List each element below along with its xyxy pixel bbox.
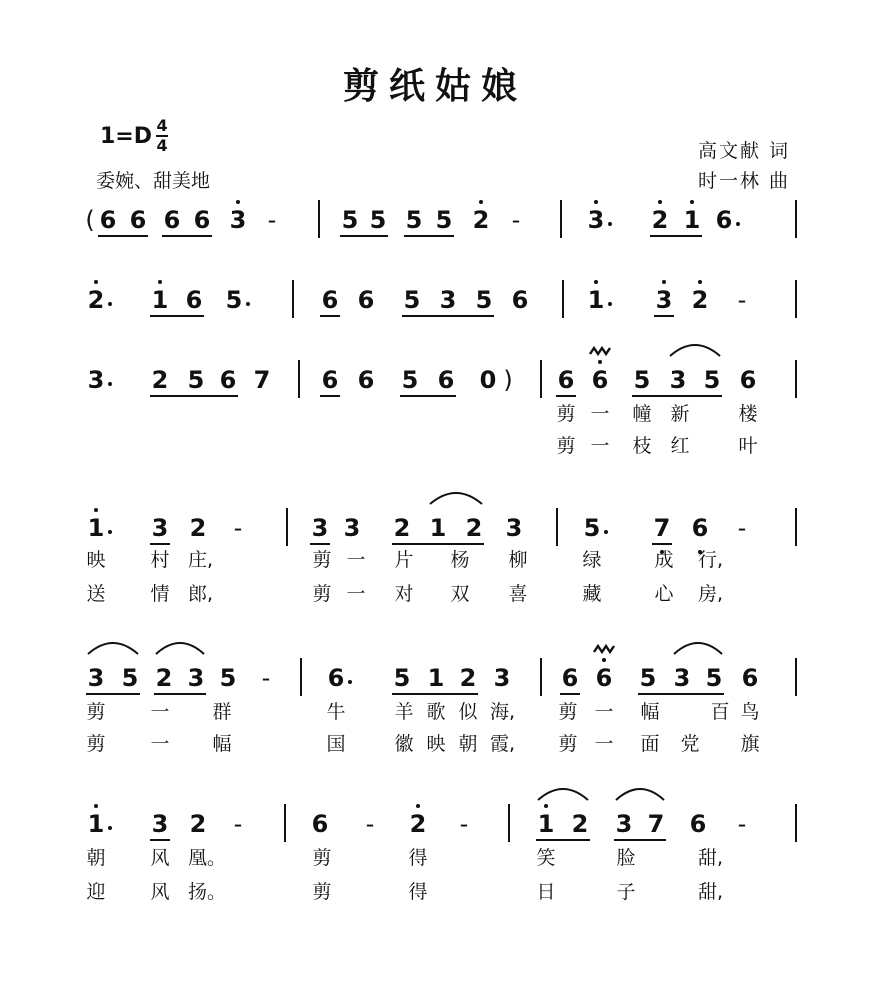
augmentation-dot xyxy=(108,530,112,534)
lyric-char: 旗 xyxy=(740,733,760,755)
high-octave-dot xyxy=(602,658,606,662)
note: 5 xyxy=(369,206,387,234)
note: 2 xyxy=(472,206,490,234)
note: 6 xyxy=(561,664,579,692)
underline-beam xyxy=(556,395,576,397)
note: 5 xyxy=(401,366,419,394)
note: 3 xyxy=(343,514,361,542)
note: - xyxy=(737,514,747,542)
lyric-char: 剪 xyxy=(312,583,332,605)
lyric-char: 甜, xyxy=(698,847,724,869)
note: 5 xyxy=(219,664,237,692)
note: 7 xyxy=(653,514,671,542)
underline-beam xyxy=(654,315,674,317)
underline-beam xyxy=(400,395,456,397)
note: 5 xyxy=(435,206,453,234)
note: 3 xyxy=(151,514,169,542)
barline xyxy=(795,200,797,238)
note: 6 xyxy=(437,366,455,394)
high-octave-dot xyxy=(94,508,98,512)
note: 2 xyxy=(651,206,669,234)
barline xyxy=(292,280,294,318)
high-octave-dot xyxy=(158,280,162,284)
note: 3 xyxy=(505,514,523,542)
note: 6 xyxy=(327,664,345,692)
underline-beam xyxy=(320,315,340,317)
lyric-char: 牛 xyxy=(326,701,346,723)
lyric-char: 一 xyxy=(346,583,366,605)
note: 3 xyxy=(87,664,105,692)
note: 3 xyxy=(655,286,673,314)
lyric-char: 村 xyxy=(150,549,170,571)
underline-beam xyxy=(536,839,590,841)
barline xyxy=(300,658,302,696)
underline-beam xyxy=(402,315,494,317)
note: 2 xyxy=(155,664,173,692)
note: 1 xyxy=(151,286,169,314)
note: 5 xyxy=(703,366,721,394)
note: 0 xyxy=(479,366,497,394)
note: 2 xyxy=(87,286,105,314)
barline xyxy=(795,360,797,398)
underline-beam xyxy=(150,315,204,317)
note: 1 xyxy=(587,286,605,314)
note: 5 xyxy=(405,206,423,234)
lyric-char: 徽 xyxy=(394,733,414,755)
note: 3 xyxy=(229,206,247,234)
lyric-char: 甜, xyxy=(698,881,724,903)
lyric-char: 心 xyxy=(654,583,674,605)
lyric-char: 党 xyxy=(680,733,700,755)
underline-beam xyxy=(392,543,484,545)
underline-beam xyxy=(614,839,666,841)
high-octave-dot xyxy=(662,280,666,284)
mordent-ornament xyxy=(594,646,614,652)
lyric-char: 羊 xyxy=(394,701,414,723)
lyric-char: 一 xyxy=(346,549,366,571)
augmentation-dot xyxy=(108,826,112,830)
note: 6 xyxy=(219,366,237,394)
note: 5 xyxy=(225,286,243,314)
note: 1 xyxy=(429,514,447,542)
time-signature xyxy=(156,118,168,154)
lyric-char: 映 xyxy=(426,733,446,755)
note: - xyxy=(737,286,747,314)
slur xyxy=(430,493,482,504)
note: 3 xyxy=(669,366,687,394)
note: 2 xyxy=(409,810,427,838)
time-top: 4 xyxy=(156,116,168,135)
note: 5 xyxy=(475,286,493,314)
underline-beam xyxy=(632,395,722,397)
lyric-char: 剪 xyxy=(558,701,578,723)
lyric-char: 日 xyxy=(536,881,556,903)
high-octave-dot xyxy=(598,360,602,364)
key-label: 1=D xyxy=(100,123,153,149)
slur xyxy=(538,789,588,800)
note: 5 xyxy=(121,664,139,692)
note: 6 xyxy=(595,664,613,692)
note: 1 xyxy=(87,810,105,838)
lyric-char: 片 xyxy=(394,549,414,571)
lyric-char: 一 xyxy=(590,435,610,457)
note: 6 xyxy=(99,206,117,234)
high-octave-dot xyxy=(94,804,98,808)
lyric-char: 房, xyxy=(698,583,724,605)
mordent-ornament xyxy=(590,348,610,354)
note: 5 xyxy=(393,664,411,692)
note: 5 xyxy=(583,514,601,542)
note: - xyxy=(365,810,375,838)
lyric-char: 幅 xyxy=(640,701,660,723)
expression-mark: 委婉、甜美地 xyxy=(96,170,211,192)
note: - xyxy=(267,206,277,234)
note: 1 xyxy=(87,514,105,542)
lyric-char: 绿 xyxy=(582,549,602,571)
note: 6 xyxy=(557,366,575,394)
note: 6 xyxy=(311,810,329,838)
lyric-char: 子 xyxy=(616,881,636,903)
underline-beam xyxy=(98,235,148,237)
lyric-char: 得 xyxy=(408,847,428,869)
high-octave-dot xyxy=(658,200,662,204)
lyric-char: 扬。 xyxy=(188,881,227,903)
underline-beam xyxy=(404,235,454,237)
lyricist-credit: 高文献 词 xyxy=(698,140,791,162)
underline-beam xyxy=(652,543,672,545)
note: 6 xyxy=(193,206,211,234)
open-paren: ( xyxy=(85,206,95,234)
note: - xyxy=(459,810,469,838)
lyric-char: 一 xyxy=(150,733,170,755)
lyric-char: 风 xyxy=(150,847,170,869)
note: 6 xyxy=(691,514,709,542)
lyric-char: 剪 xyxy=(556,435,576,457)
slur xyxy=(670,345,720,356)
lyric-char: 庄, xyxy=(188,549,214,571)
composer-credit: 时一林 曲 xyxy=(698,170,791,192)
note: 6 xyxy=(689,810,707,838)
high-octave-dot xyxy=(479,200,483,204)
close-paren: ) xyxy=(503,366,513,394)
lyric-char: 剪 xyxy=(556,403,576,425)
lyric-char: 百 xyxy=(710,701,730,723)
high-octave-dot xyxy=(236,200,240,204)
barline xyxy=(795,280,797,318)
high-octave-dot xyxy=(544,804,548,808)
barline xyxy=(795,508,797,546)
lyric-char: 行, xyxy=(698,549,724,571)
barline xyxy=(540,360,542,398)
lyric-char: 枝 xyxy=(632,435,652,457)
lyric-char: 面 xyxy=(640,733,660,755)
underline-beam xyxy=(150,395,238,397)
lyric-char: 一 xyxy=(150,701,170,723)
note: 6 xyxy=(591,366,609,394)
lyric-char: 风 xyxy=(150,881,170,903)
barline xyxy=(540,658,542,696)
note: 1 xyxy=(683,206,701,234)
slur xyxy=(88,643,138,654)
note: 6 xyxy=(715,206,733,234)
augmentation-dot xyxy=(348,680,352,684)
note: 2 xyxy=(393,514,411,542)
underline-beam xyxy=(320,395,340,397)
barline xyxy=(795,658,797,696)
note: 6 xyxy=(321,286,339,314)
note: 5 xyxy=(705,664,723,692)
augmentation-dot xyxy=(604,530,608,534)
lyric-char: 迎 xyxy=(86,881,106,903)
lyric-char: 送 xyxy=(86,583,106,605)
underline-beam xyxy=(150,543,170,545)
note: 3 xyxy=(673,664,691,692)
underline-beam xyxy=(86,693,140,695)
lyric-char: 朝 xyxy=(86,847,106,869)
lyric-char: 幅 xyxy=(212,733,232,755)
lyric-char: 剪 xyxy=(558,733,578,755)
lyric-char: 杨 xyxy=(450,549,470,571)
note: 2 xyxy=(459,664,477,692)
lyric-char: 成 xyxy=(654,549,674,571)
note: 6 xyxy=(741,664,759,692)
high-octave-dot xyxy=(594,280,598,284)
note: 6 xyxy=(163,206,181,234)
lyric-char: 一 xyxy=(590,403,610,425)
note: 6 xyxy=(357,286,375,314)
high-octave-dot xyxy=(94,280,98,284)
note: 2 xyxy=(151,366,169,394)
lyric-char: 情 xyxy=(150,583,170,605)
lyric-char: 新 xyxy=(670,403,690,425)
lyric-char: 柳 xyxy=(508,549,528,571)
note: 2 xyxy=(571,810,589,838)
note: - xyxy=(511,206,521,234)
high-octave-dot xyxy=(416,804,420,808)
note: - xyxy=(261,664,271,692)
high-octave-dot xyxy=(690,200,694,204)
underline-beam xyxy=(310,543,330,545)
underline-beam xyxy=(560,693,580,695)
note: 7 xyxy=(253,366,271,394)
lyric-char: 得 xyxy=(408,881,428,903)
underline-beam xyxy=(638,693,724,695)
lyric-char: 霞, xyxy=(490,733,516,755)
barline xyxy=(508,804,510,842)
note: 3 xyxy=(151,810,169,838)
note: 2 xyxy=(465,514,483,542)
note: 5 xyxy=(633,366,651,394)
lyric-char: 剪 xyxy=(312,549,332,571)
augmentation-dot xyxy=(108,382,112,386)
note: 3 xyxy=(615,810,633,838)
note: 1 xyxy=(537,810,555,838)
lyric-char: 剪 xyxy=(312,881,332,903)
lyric-char: 海, xyxy=(490,701,516,723)
lyric-char: 剪 xyxy=(312,847,332,869)
note: 2 xyxy=(691,286,709,314)
lyric-char: 映 xyxy=(86,549,106,571)
lyric-char: 一 xyxy=(594,733,614,755)
note: - xyxy=(737,810,747,838)
lyric-char: 一 xyxy=(594,701,614,723)
note: - xyxy=(233,514,243,542)
key-signature xyxy=(100,118,168,154)
note: 5 xyxy=(341,206,359,234)
lyric-char: 国 xyxy=(326,733,346,755)
lyric-char: 双 xyxy=(450,583,470,605)
lyric-char: 凰。 xyxy=(188,847,227,869)
note: 6 xyxy=(357,366,375,394)
note: 3 xyxy=(187,664,205,692)
lyric-char: 幢 xyxy=(632,403,652,425)
note: 6 xyxy=(129,206,147,234)
lyric-char: 楼 xyxy=(738,403,758,425)
barline xyxy=(284,804,286,842)
high-octave-dot xyxy=(698,280,702,284)
underline-beam xyxy=(162,235,212,237)
note: 3 xyxy=(493,664,511,692)
lyric-char: 郎, xyxy=(188,583,214,605)
note: 5 xyxy=(639,664,657,692)
lyric-char: 鸟 xyxy=(740,701,760,723)
lyric-char: 似 xyxy=(458,701,478,723)
barline xyxy=(556,508,558,546)
note: 6 xyxy=(185,286,203,314)
underline-beam xyxy=(150,839,170,841)
barline xyxy=(562,280,564,318)
note: 2 xyxy=(189,810,207,838)
note: 3 xyxy=(87,366,105,394)
lyric-char: 脸 xyxy=(616,847,636,869)
underline-beam xyxy=(154,693,206,695)
barline xyxy=(286,508,288,546)
lyric-char: 喜 xyxy=(508,583,528,605)
note: 5 xyxy=(187,366,205,394)
slur xyxy=(156,643,204,654)
note: 5 xyxy=(403,286,421,314)
barline xyxy=(298,360,300,398)
lyric-char: 红 xyxy=(670,435,690,457)
barline xyxy=(795,804,797,842)
note: 6 xyxy=(511,286,529,314)
underline-beam xyxy=(650,235,702,237)
lyric-char: 叶 xyxy=(738,435,758,457)
augmentation-dot xyxy=(608,222,612,226)
note: 3 xyxy=(311,514,329,542)
barline xyxy=(318,200,320,238)
augmentation-dot xyxy=(608,302,612,306)
lyric-char: 剪 xyxy=(86,701,106,723)
augmentation-dot xyxy=(736,222,740,226)
slur xyxy=(616,789,664,800)
underline-beam xyxy=(392,693,478,695)
lyric-char: 笑 xyxy=(536,847,556,869)
note: - xyxy=(233,810,243,838)
augmentation-dot xyxy=(246,302,250,306)
note: 1 xyxy=(427,664,445,692)
note: 3 xyxy=(587,206,605,234)
underline-beam xyxy=(340,235,388,237)
lyric-char: 朝 xyxy=(458,733,478,755)
note: 2 xyxy=(189,514,207,542)
lyric-char: 对 xyxy=(394,583,414,605)
barline xyxy=(560,200,562,238)
lyric-char: 群 xyxy=(212,701,232,723)
augmentation-dot xyxy=(108,302,112,306)
lyric-char: 藏 xyxy=(582,583,602,605)
slur xyxy=(674,643,722,654)
note: 6 xyxy=(739,366,757,394)
lyric-char: 剪 xyxy=(86,733,106,755)
high-octave-dot xyxy=(594,200,598,204)
lyric-char: 歌 xyxy=(426,701,446,723)
note: 7 xyxy=(647,810,665,838)
time-bottom: 4 xyxy=(156,136,168,155)
song-title: 剪纸姑娘 xyxy=(342,65,527,107)
note: 3 xyxy=(439,286,457,314)
note: 6 xyxy=(321,366,339,394)
